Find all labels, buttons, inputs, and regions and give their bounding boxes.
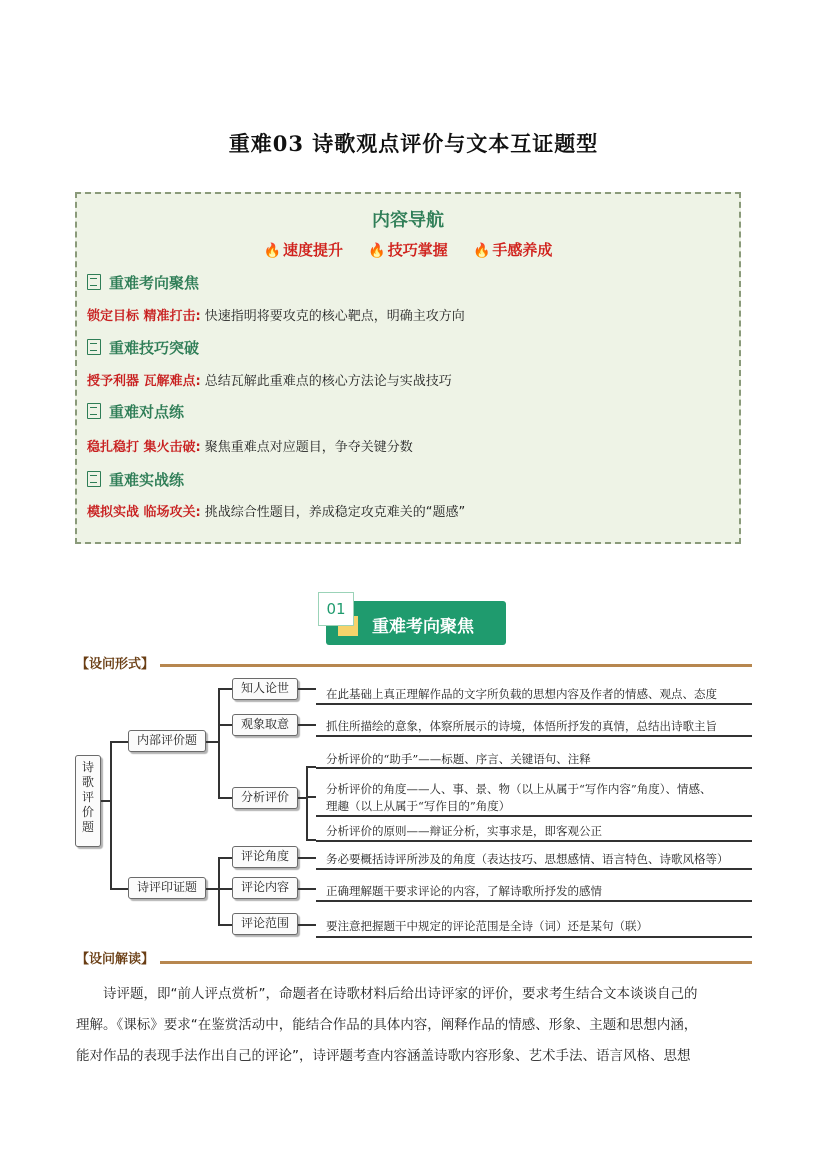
leaf-underline xyxy=(316,868,752,870)
connector xyxy=(218,857,232,859)
connector xyxy=(298,688,316,690)
connector xyxy=(306,766,308,840)
section-header-question-interpretation: 【设问解读】 xyxy=(76,952,155,967)
nav-section-head: 重难对点练 xyxy=(87,401,184,422)
connector xyxy=(206,741,218,743)
leaf-underline xyxy=(316,703,752,705)
mindmap-leaf: 分析评价的角度——人、事、景、物（以上从属于“写作内容”角度）、情感、 xyxy=(326,782,712,796)
connector xyxy=(298,797,306,799)
flame-icon: 🔥 xyxy=(368,243,386,259)
nav-tag: 🔥 速度提升 xyxy=(263,241,344,259)
mindmap-node: 知人论世 xyxy=(232,678,298,700)
badge-number: 01 xyxy=(318,592,354,626)
mindmap-leaf: 正确理解题干要求评论的内容，了解诗歌所抒发的感情 xyxy=(326,884,602,898)
connector xyxy=(110,888,128,890)
connector xyxy=(298,888,316,890)
connector xyxy=(306,839,316,841)
section-rule xyxy=(160,664,752,667)
mindmap-leaf: 分析评价的“助手”——标题、序言、关键语句、注释 xyxy=(326,752,591,766)
paragraph-line: 理解。《课标》要求“在鉴赏活动中，能结合作品的具体内容，阐释作品的情感、形象、主题和思想内涵， xyxy=(76,1017,698,1033)
content-navigation-box xyxy=(75,192,741,544)
section-header-question-form: 【设问形式】 xyxy=(76,657,155,672)
nav-section-head: 重难实战练 xyxy=(87,469,184,490)
nav-section-line: 授予利器 瓦解难点: 总结瓦解此重难点的核心方法论与实战技巧 xyxy=(87,374,452,389)
connector xyxy=(218,857,220,925)
mindmap-node: 评论范围 xyxy=(232,913,298,935)
mindmap-branch: 诗评印证题 xyxy=(128,877,206,899)
connector xyxy=(218,888,232,890)
leaf-underline xyxy=(316,840,752,842)
nav-section-head: 重难考向聚焦 xyxy=(87,272,199,293)
connector xyxy=(218,797,232,799)
mindmap-node: 评论角度 xyxy=(232,846,298,868)
connector xyxy=(298,924,316,926)
leaf-underline xyxy=(316,767,752,769)
nav-section-line: 模拟实战 临场攻关: 挑战综合性题目，养成稳定攻克难关的“题感” xyxy=(87,505,466,520)
nav-section-head: 重难技巧突破 xyxy=(87,337,199,358)
leaf-underline xyxy=(316,900,752,902)
page-title: 重难03 诗歌观点评价与文本互证题型 xyxy=(228,131,599,156)
mindmap-leaf: 分析评价的原则——辩证分析，实事求是，即客观公正 xyxy=(326,824,602,838)
nav-heading: 内容导航 xyxy=(372,210,444,231)
nav-section-line: 锁定目标 精准打击: 快速指明将要攻克的核心靶点，明确主攻方向 xyxy=(87,309,465,324)
mindmap-leaf: 务必要概括诗评所涉及的角度（表达技巧、思想感情、语言特色、诗歌风格等） xyxy=(326,852,729,866)
connector xyxy=(218,724,232,726)
leaf-underline xyxy=(316,936,752,938)
mindmap-node: 观象取意 xyxy=(232,714,298,736)
leaf-underline xyxy=(316,815,752,817)
connector xyxy=(306,766,316,768)
mindmap-node: 评论内容 xyxy=(232,877,298,899)
connector xyxy=(298,857,316,859)
mindmap-leaf: 在此基础上真正理解作品的文字所负载的思想内容及作者的情感、观点、态度 xyxy=(326,687,717,701)
document-icon xyxy=(87,274,101,290)
nav-tags xyxy=(77,239,739,260)
connector xyxy=(218,924,232,926)
connector xyxy=(218,688,220,798)
document-icon xyxy=(87,471,101,487)
mindmap-branch: 内部评价题 xyxy=(128,730,206,752)
flame-icon: 🔥 xyxy=(472,243,491,259)
badge-title: 重难考向聚焦 xyxy=(372,617,474,637)
mindmap-node: 分析评价 xyxy=(232,787,298,809)
connector xyxy=(110,741,112,889)
connector xyxy=(298,724,316,726)
mindmap-root: 诗歌评价题 xyxy=(75,755,101,847)
nav-tag: 🔥 技巧掌握 xyxy=(368,241,448,259)
document-icon xyxy=(87,403,101,419)
paragraph-line: 诗评题，即“前人评点赏析”，命题者在诗歌材料后给出诗评家的评价，要求考生结合文本谈谈自己的 xyxy=(103,986,698,1002)
nav-tag: 🔥 手感养成 xyxy=(472,241,553,259)
nav-section-line: 稳扎稳打 集火击破: 聚焦重难点对应题目，争夺关键分数 xyxy=(87,440,413,455)
connector xyxy=(218,688,232,690)
mindmap-leaf: 要注意把握题干中规定的评论范围是全诗（词）还是某句（联） xyxy=(326,919,648,933)
document-icon xyxy=(87,339,101,355)
mindmap-leaf: 理趣（以上从属于“写作目的”角度） xyxy=(326,799,511,813)
connector xyxy=(110,741,128,743)
connector xyxy=(306,796,316,798)
section-rule xyxy=(160,961,752,964)
paragraph-line: 能对作品的表现手法作出自己的评论”，诗评题考查内容涵盖诗歌内容形象、艺术手法、语言风格、思想 xyxy=(76,1048,691,1064)
mindmap-leaf: 抓住所描绘的意象，体察所展示的诗境，体悟所抒发的真情，总结出诗歌主旨 xyxy=(326,719,717,733)
leaf-underline xyxy=(316,735,752,737)
connector xyxy=(206,888,218,890)
flame-icon: 🔥 xyxy=(263,243,282,259)
